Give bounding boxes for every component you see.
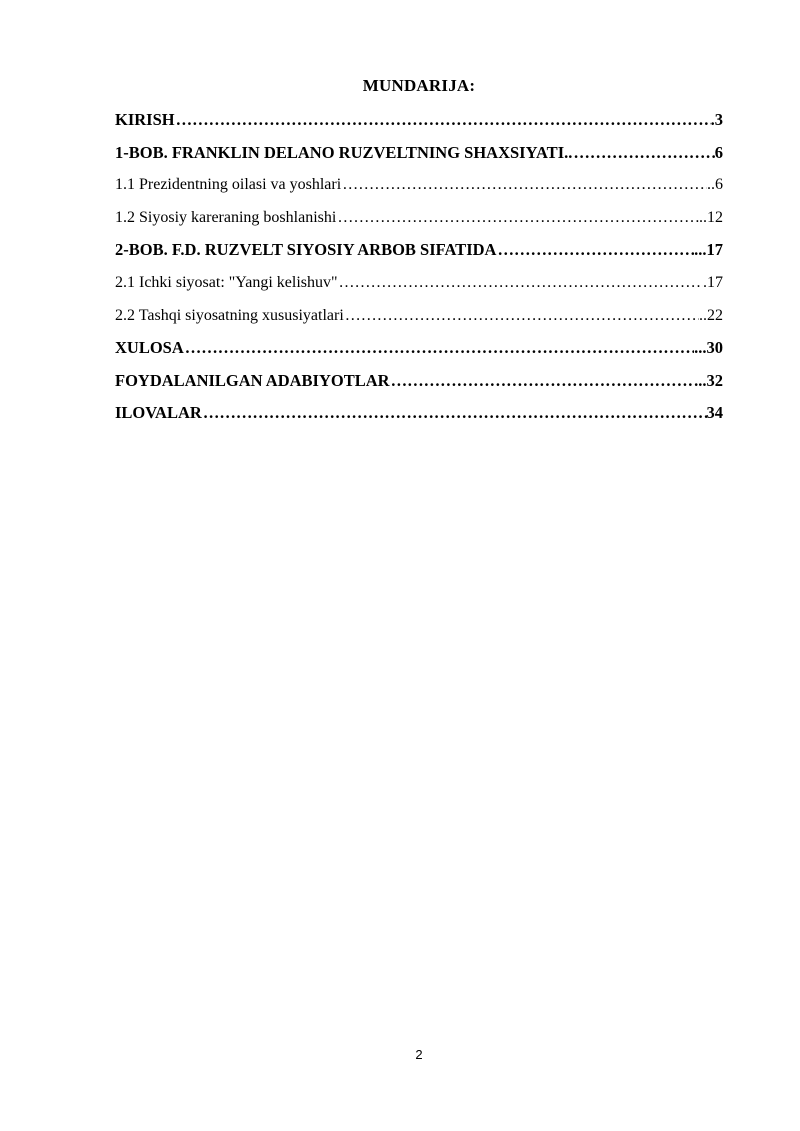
toc-entry-page: 6 bbox=[714, 142, 723, 162]
toc-dot-leader bbox=[175, 108, 711, 132]
toc-dot-leader bbox=[341, 173, 707, 197]
toc-entry-section-2-1[interactable] bbox=[115, 271, 723, 304]
toc-entry-chapter-2[interactable] bbox=[115, 238, 723, 271]
toc-entry-section-1-1[interactable] bbox=[115, 173, 723, 206]
toc-entry-adabiyotlar[interactable] bbox=[115, 369, 723, 402]
toc-entry-page: ..6 bbox=[707, 176, 723, 194]
toc-entry-label: KIRISH bbox=[115, 110, 175, 129]
toc-entry-page: ..22 bbox=[699, 306, 723, 324]
toc-entry-page: ...30 bbox=[694, 338, 723, 358]
toc-entry-label: XULOSA bbox=[115, 338, 184, 358]
toc-entry-section-2-2[interactable] bbox=[115, 304, 723, 337]
toc-dot-leader bbox=[390, 369, 695, 393]
toc-dot-leader bbox=[338, 271, 703, 295]
toc-entry-label: 1.1 Prezidentning oilasi va yoshlari bbox=[115, 176, 342, 194]
toc-entry-chapter-1[interactable] bbox=[115, 141, 723, 174]
toc-title: MUNDARIJA: bbox=[362, 76, 476, 95]
toc-entry-label: 1.2 Siyosiy kareraning boshlanishi bbox=[115, 208, 337, 226]
page-number: 2 bbox=[415, 1047, 423, 1062]
toc-entry-label: 2.1 Ichki siyosat: "Yangi kelishuv" bbox=[115, 273, 338, 291]
toc-dot-leader bbox=[202, 401, 707, 425]
toc-dot-leader bbox=[496, 238, 694, 262]
toc-entry-label: 2.2 Tashqi siyosatning xususiyatlari bbox=[115, 306, 344, 324]
toc-entry-page: ...32 bbox=[694, 370, 723, 390]
toc-entry-label: ILOVALAR bbox=[115, 403, 202, 423]
table-of-contents bbox=[115, 108, 723, 434]
toc-entry-kirish[interactable] bbox=[115, 108, 723, 141]
toc-entry-page: ...17 bbox=[694, 240, 723, 260]
toc-entry-xulosa[interactable] bbox=[115, 336, 723, 369]
toc-entry-label: FOYDALANILGAN ADABIYOTLAR bbox=[115, 370, 390, 390]
toc-entry-page: .17 bbox=[703, 273, 723, 291]
toc-dot-leader bbox=[344, 304, 699, 328]
toc-entry-label: 2-BOB. F.D. RUZVELT SIYOSIY ARBOB SIFATIDA bbox=[115, 240, 497, 260]
toc-entry-page: .3 bbox=[710, 110, 723, 129]
toc-entry-ilovalar[interactable] bbox=[115, 401, 723, 434]
toc-dot-leader bbox=[336, 206, 699, 230]
toc-entry-section-1-2[interactable] bbox=[115, 206, 723, 239]
toc-entry-page: ..12 bbox=[699, 208, 723, 226]
toc-entry-label: 1-BOB. FRANKLIN DELANO RUZVELTNING SHAXSIYATI.. bbox=[115, 142, 573, 162]
toc-entry-page: 34 bbox=[706, 403, 723, 423]
toc-dot-leader bbox=[184, 336, 694, 360]
toc-dot-leader bbox=[572, 141, 714, 165]
